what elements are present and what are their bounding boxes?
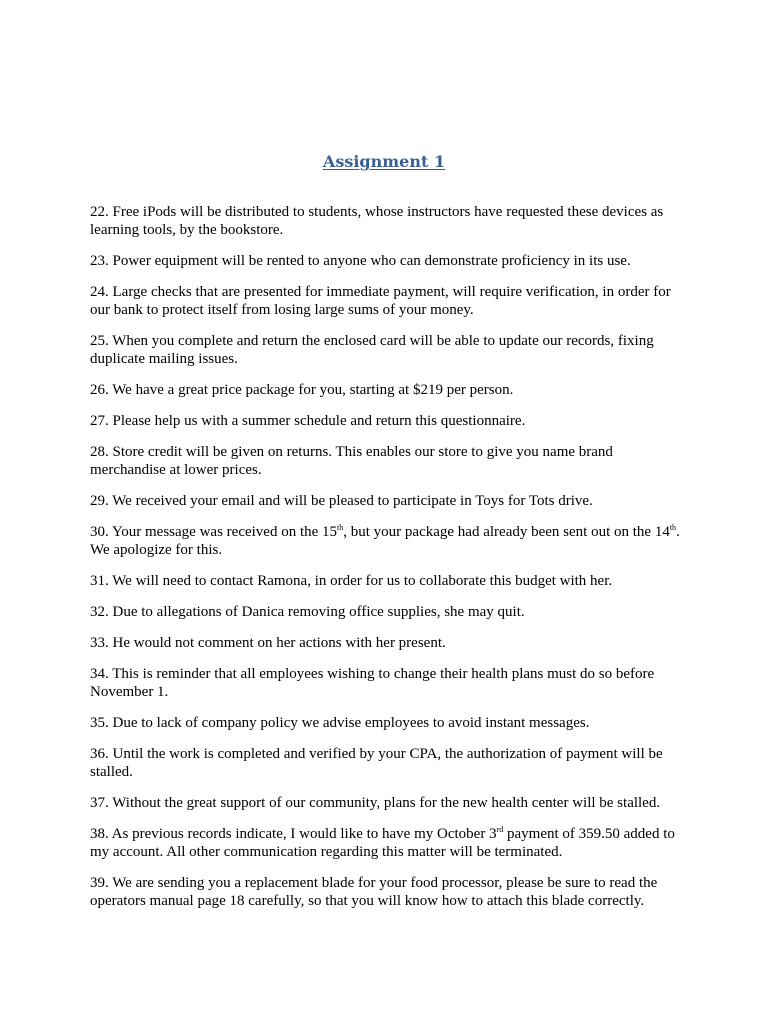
ordinal-suffix: th: [337, 523, 344, 532]
ordinal-suffix: th: [669, 523, 677, 532]
paragraph-30-text-2: , but your package had already been sent out on the 14: [343, 524, 670, 540]
paragraph-39: 39. We are sending you a replacement blade for your food processor, please be sure to read the operators manual page 18 carefully, so that you will know how to attach this blade correctly.: [90, 875, 658, 909]
paragraph-33: 33. He would not comment on her actions with her present.: [90, 635, 446, 651]
paragraph-26: 26. We have a great price package for you, starting at $219 per person.: [90, 382, 514, 398]
paragraph-38-text-1: 38. As previous records indicate, I would like to have my October 3: [90, 826, 497, 842]
paragraph-38: [90, 825, 680, 861]
paragraph-25: 25. When you complete and return the enclosed card will be able to update our records, fixing duplicate mailing issues.: [90, 333, 654, 367]
document-body: [90, 203, 680, 923]
paragraph-35: 35. Due to lack of company policy we advise employees to avoid instant messages.: [90, 715, 590, 731]
paragraph-28: 28. Store credit will be given on returns. This enables our store to give you name brand merchandise at lower prices.: [90, 444, 613, 478]
paragraph-30-text-3: . We apologize for this.: [90, 524, 680, 558]
paragraph-29: 29. We received your email and will be pleased to participate in Toys for Tots drive.: [90, 493, 593, 509]
paragraph-22: 22. Free iPods will be distributed to students, whose instructors have requested these devices as learning tools, by the bookstore.: [90, 204, 664, 238]
document-title: Assignment 1: [322, 152, 446, 171]
paragraph-27: 27. Please help us with a summer schedule and return this questionnaire.: [90, 413, 526, 429]
paragraph-38-text-2: payment of 359.50 added to my account. All other communication regarding this matter will be terminated.: [90, 826, 675, 860]
paragraph-23: 23. Power equipment will be rented to anyone who can demonstrate proficiency in its use.: [90, 253, 631, 269]
paragraph-32: 32. Due to allegations of Danica removing office supplies, she may quit.: [90, 604, 525, 620]
paragraph-37: 37. Without the great support of our community, plans for the new health center will be stalled.: [90, 795, 661, 811]
paragraph-24: 24. Large checks that are presented for immediate payment, will require verification, in order for our bank to protect itself from losing large sums of your money.: [90, 284, 671, 318]
paragraph-30: [90, 523, 680, 559]
paragraph-36: 36. Until the work is completed and verified by your CPA, the authorization of payment will be stalled.: [90, 746, 663, 780]
ordinal-suffix: rd: [496, 825, 504, 834]
paragraph-34: 34. This is reminder that all employees wishing to change their health plans must do so before November 1.: [90, 666, 655, 700]
paragraph-30-text-1: 30. Your message was received on the 15: [90, 524, 338, 540]
paragraph-31: 31. We will need to contact Ramona, in order for us to collaborate this budget with her.: [90, 573, 613, 589]
